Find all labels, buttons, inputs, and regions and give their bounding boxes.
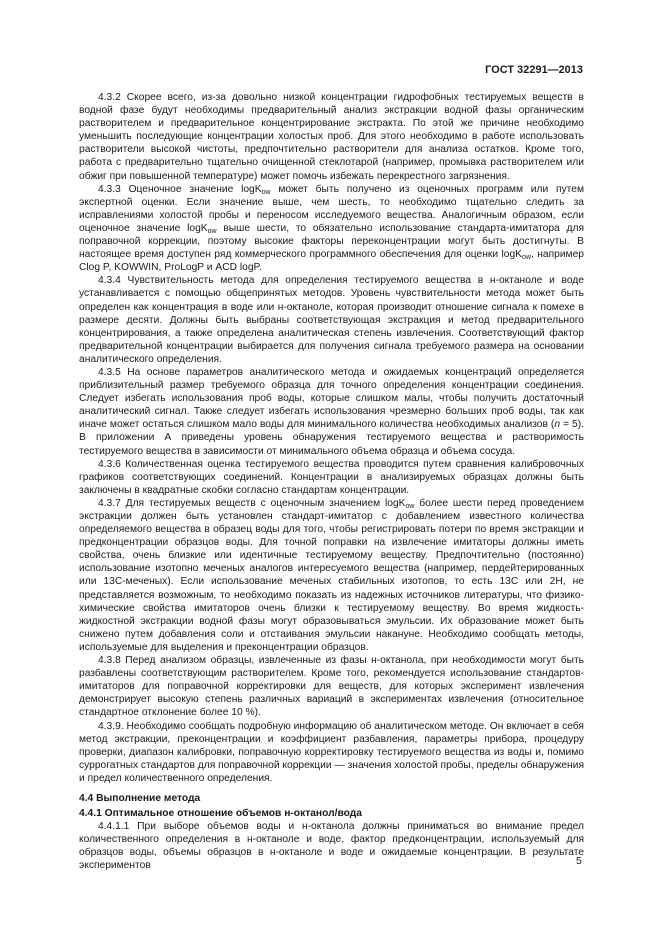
paragraph-4-3-7 — [79, 497, 584, 654]
paragraph-4-3-6: 4.3.6 Количественная оценка тестируемого вещества проводится путем сравнения калибровочных графиков соответствующих соединений. Концентрации в анализируемых образцах должны быть заключены в квадратные скобки согласно стандартам концентрации. — [79, 458, 584, 496]
text-run: может быть получено из оценочных программ или путем экспертной оценки. Если значение выше, чем шесть, то необходимо тщательно следить за исправлениями холостой пробы и переносом исследуемого вещества. Аналогичным образом, если оценочное значение logK — [79, 183, 584, 234]
text-run: 4.3.7 Для тестируемых веществ с оценочным значением logK — [98, 497, 406, 509]
doc-code-header: ГОСТ 32291—2013 — [485, 64, 583, 76]
text-run: 4.3.5 На основе параметров аналитического метода и ожидаемых концентраций определяется приблизительный размер требуемого образца для точного определения концентрации соединения. Следует избегать использования проб воды, которые слишком малы, чтобы получить достаточный аналитический сигнал. Также следует избегать использования чрезмерно больших проб воды, так как иначе может остаться слишком мало воды для минимального количества необходимых анализов ( — [79, 366, 584, 431]
text-run: более шести перед проведением экстракции должен быть установлен стандарт-имитатор с добавлением известного количества определяемого вещества в образец воды для того, чтобы регистрировать потери по время экстракции и предконцентрации образцов воды. Для точной поправки на извлечение имитаторы должны иметь свойства, очень близкие или идентичные тестируемому веществу. Предпочтительно (постоянно) использование изотопно меченых аналогов интересуемого вещества (например, пердейтерированных или 13С-меченых). Если использование меченых стабильных изотопов, то есть 13С или 2Н, не представляется возможным, то необходимо показать из надежных источников литературы, что физико-химические свойства имитаторов очень близки к тестируемому веществу. Во время жидкость-жидкостной экстракции водной фазы могут образовываться эмульсии. Их образование может быть снижено путем добавления соли и отстаивания эмульсии накануне. Необходимо сообщать методы, используемые для выделения и преконцентрации образцов. — [79, 497, 584, 653]
page-number: 5 — [576, 855, 582, 867]
subscript-ow: ow — [207, 227, 217, 235]
subscript-ow: ow — [261, 188, 271, 196]
section-heading-4-4: 4.4 Выполнение метода — [79, 792, 201, 804]
paragraph-4-3-2: 4.3.2 Скорее всего, из-за довольно низкой концентрации гидрофобных тестируемых веществ в водной фазе будут необходимы предварительный анализ экстракции водной фазы органическим растворителем и предварительное концентрирование экстракта. По этой же причине необходимо уменьшить последующие концентрации холостых проб. Для этого необходимо в работе использовать растворители высокой чистоты, предпочтительно растворители для анализа остатков. Кроме того, работа с предварительно тщательно очищенной стеклотарой (например, промывка растворителем или обжиг при повышенной температуре) может помочь избежать перекрестного загрязнения. — [79, 92, 584, 182]
paragraph-4-3-5 — [79, 366, 584, 458]
italic-n: n — [554, 419, 561, 431]
paragraph-4-3-4: 4.3.4 Чувствительность метода для определения тестируемого вещества в н-октаноле и воде устанавливается с помощью общепринятых методов. Уровень чувствительности метода может быть определен как концентрация в воде или н-октаноле, которая производит отношение сигнала к помехе в размере десяти. Должны быть выбраны соответствующая экстракция и метод предварительного концентрирования, а также определена аналитическая степень извлечения. Соответствующий фактор предварительной концентрации выбирается для получения сигнала требуемого размера на основании аналитического определения. — [79, 275, 584, 365]
text-run: 4.3.3 Оценочное значение logK — [98, 183, 262, 195]
text-run: , например Clog P, KOWWIN, ProLogP и ACD logP. — [79, 249, 584, 274]
text-run: = 5). В приложении А приведены уровень обнаружения тестируемого вещества и растворимость тестируемого вещества в зависимости от минимального объема образца и объема сосуда. — [79, 419, 584, 457]
paragraph-4-3-8: 4.3.8 Перед анализом образцы, извлеченные из фазы н-октанола, при необходимости могут быть разбавлены соответствующим растворителем. Кроме того, рекомендуется использование стандартов-имитаторов для поправочной корректировки для веществ, для которых эксперимент извлечения демонстрирует высокую степень различных вариаций в экспериментах извлечения (относительное стандартное отклонение более 10 %). — [79, 655, 584, 719]
subscript-ow: ow — [522, 254, 531, 262]
text-run: выше шести, то обязательно использование стандарта-имитатора для поправочной коррекции, поэтому высокие факторы переконцентрации могут быть достигнуты. В настоящее время доступен ряд коммерческого программного обеспечения для оценки logK — [79, 222, 584, 261]
subscript-ow: ow — [405, 502, 415, 510]
document-body — [79, 91, 584, 873]
section-heading-4-4-1: 4.4.1 Оптимальное отношение объемов н-октанол/вода — [79, 808, 362, 820]
paragraph-4-4-1-1: 4.4.1.1 При выборе объемов воды и н-октанола должны приниматься во внимание предел количественного определения в н-октаноле и воде, фактор предконцентрации, используемый для образцов воды, объемы образцов в н-октаноле и воде и ожидаемые концентрации. В результате экспериментов — [79, 821, 584, 872]
paragraph-4-3-3 — [79, 183, 584, 275]
paragraph-4-3-9: 4.3.9. Необходимо сообщать подробную информацию об аналитическом методе. Он включает в себя метод экстракции, преконцентрации и коэффициент разбавления, параметры прибора, процедуру проверки, диапазон калибровки, поправочную корректировку тестируемого вещества из воды и, помимо суррогатных стандартов для поправочной коррекции — значения холостой пробы, пределы обнаружения и предел количественного определения. — [79, 720, 584, 784]
